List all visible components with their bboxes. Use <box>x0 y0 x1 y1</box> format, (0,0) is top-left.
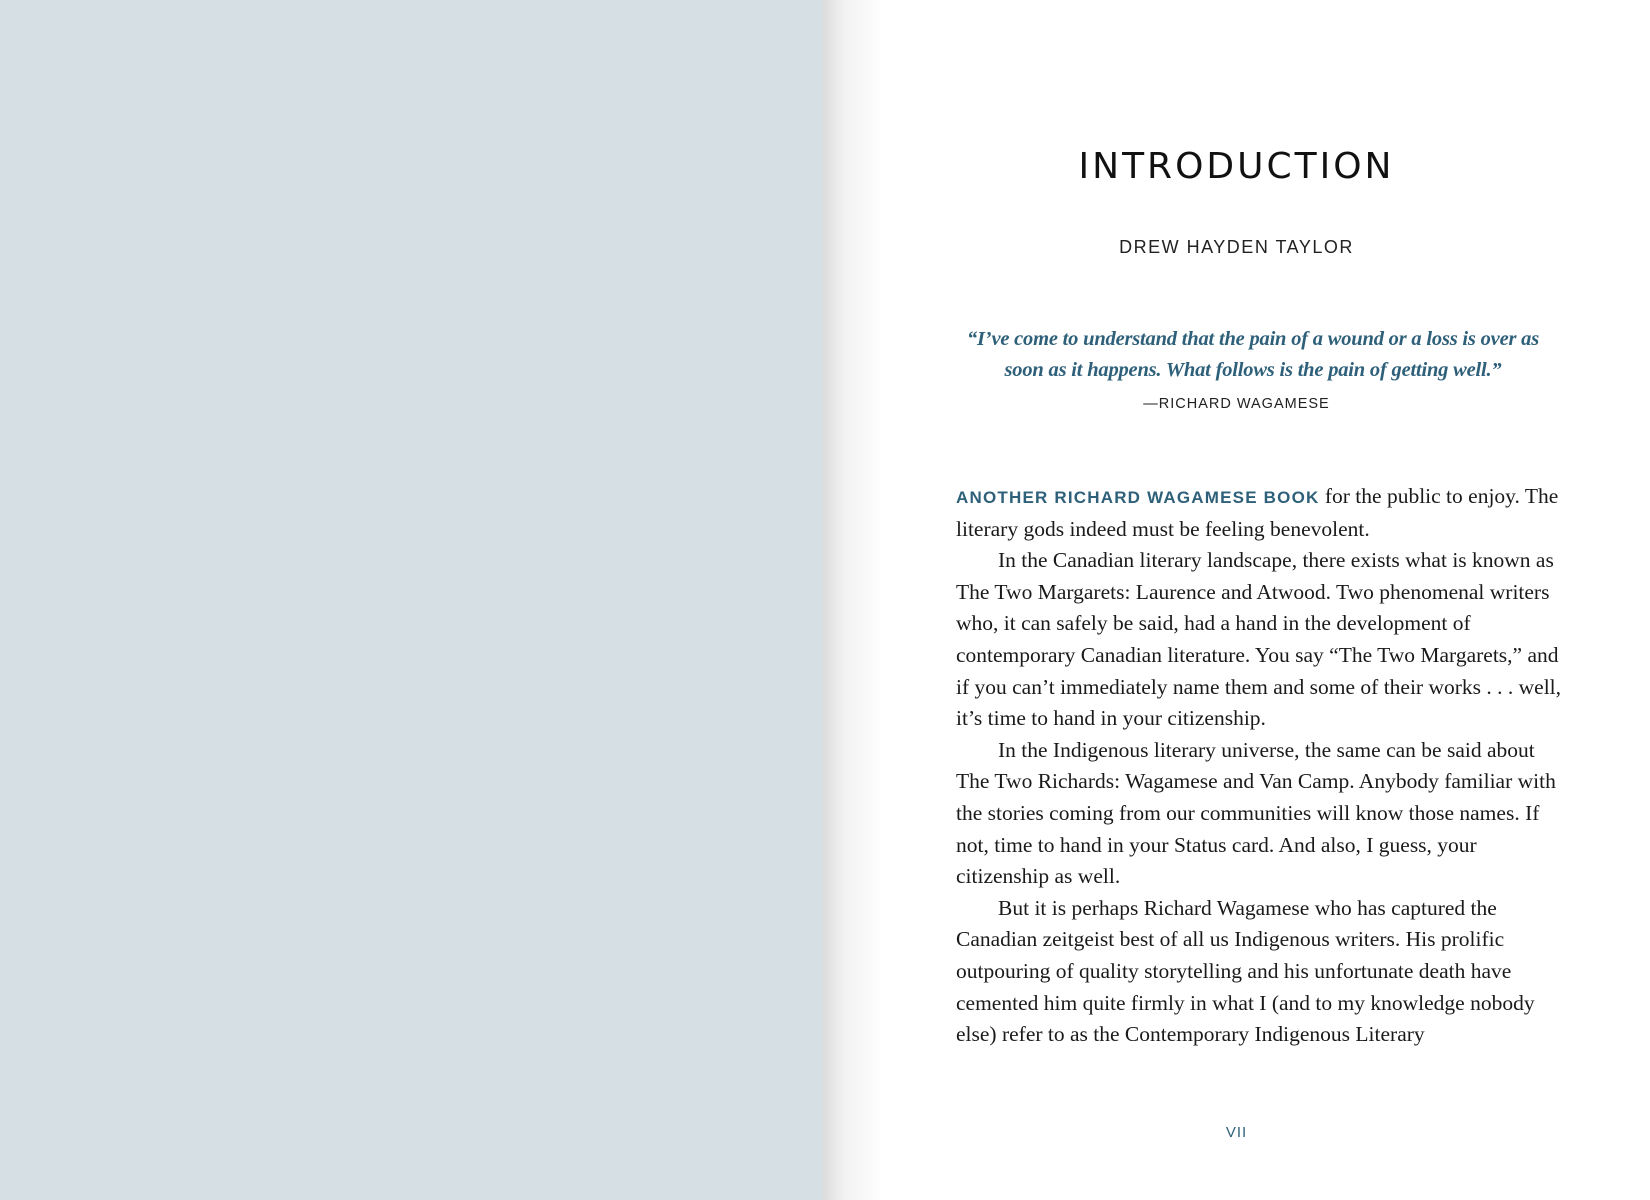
left-page-blank <box>0 0 823 1200</box>
page-number: VII <box>1225 1124 1248 1141</box>
paragraph-3: In the Indigenous literary universe, the same can be said about The Two Richards: Wagamese and Van Camp. Anybody familiar with the stories coming from our communities will know those names. If not, time to hand in your Status card. And also, I guess, your citizenship as well. <box>956 737 1556 889</box>
right-page <box>823 0 1650 1200</box>
epigraph-attribution: —RICHARD WAGAMESE <box>1143 396 1330 412</box>
body-text <box>956 481 1566 1051</box>
lead-in-smallcaps: ANOTHER RICHARD WAGAMESE BOOK <box>956 488 1320 507</box>
chapter-title: INTRODUCTION <box>1078 146 1395 187</box>
epigraph-quote: “I’ve come to understand that the pain of a wound or a loss is over as soon as it happens. What follows is the pain of getting well.” <box>966 328 1539 381</box>
chapter-author: DREW HAYDEN TAYLOR <box>1119 237 1354 257</box>
paragraph-4: But it is perhaps Richard Wagamese who has captured the Canadian zeitgeist best of all us Indigenous writers. His prolific outpouring of quality storytelling and his unfortunate death have cemented him quite firmly in what I (and to my knowledge nobody else) refer to as the Contemporary Indigenous Literary <box>956 895 1535 1047</box>
paragraph-1 <box>956 481 1566 545</box>
paragraph-2: In the Canadian literary landscape, there exists what is known as The Two Margarets: Laurence and Atwood. Two phenomenal writers who, it can safely be said, had a hand in the development of contemporary Canadian literature. You say “The Two Margarets,” and if you can’t immediately name them and some of their works . . . well, it’s time to hand in your citizenship. <box>956 548 1562 731</box>
paragraph-1-text: for the public to enjoy. The literary gods indeed must be feeling benevolent. <box>956 484 1559 541</box>
